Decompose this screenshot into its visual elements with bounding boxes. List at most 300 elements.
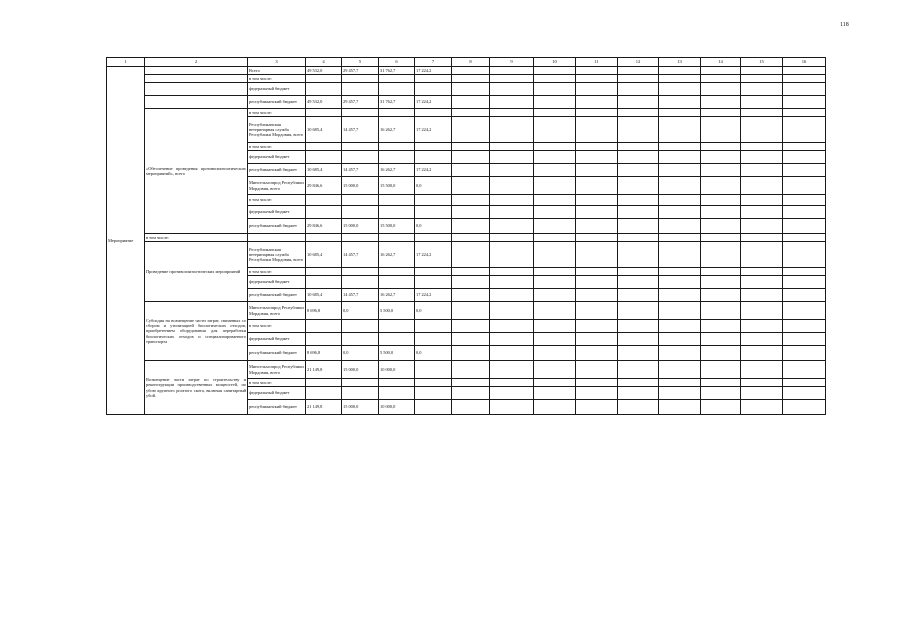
value-cell: 16 262,7 <box>379 164 415 177</box>
empty-cell <box>576 361 618 379</box>
empty-cell <box>701 164 741 177</box>
empty-cell <box>534 302 576 320</box>
value-cell <box>306 143 342 151</box>
empty-cell <box>701 289 741 302</box>
empty-cell <box>490 268 534 276</box>
executor-cell: федеральный бюджет <box>248 276 306 289</box>
value-cell: 14 457,7 <box>342 242 379 268</box>
value-cell <box>379 75 415 83</box>
empty-cell <box>490 117 534 143</box>
empty-cell <box>618 400 659 415</box>
header-cell: 9 <box>490 58 534 67</box>
header-cell: 1 <box>107 58 145 67</box>
empty-cell <box>452 83 490 96</box>
empty-cell <box>741 75 783 83</box>
value-cell: 0,0 <box>415 346 452 361</box>
empty-cell <box>618 143 659 151</box>
value-cell <box>342 320 379 333</box>
empty-cell <box>534 117 576 143</box>
empty-cell <box>452 117 490 143</box>
empty-cell <box>741 387 783 400</box>
empty-cell <box>783 333 826 346</box>
empty-cell <box>659 333 701 346</box>
value-cell: 15 000,0 <box>342 361 379 379</box>
empty-cell <box>618 177 659 195</box>
empty-cell <box>783 361 826 379</box>
executor-cell: федеральный бюджет <box>248 333 306 346</box>
empty-cell <box>534 143 576 151</box>
empty-cell <box>576 219 618 234</box>
empty-cell <box>783 289 826 302</box>
empty-cell <box>490 379 534 387</box>
empty-cell <box>452 302 490 320</box>
empty-cell <box>783 96 826 109</box>
empty-cell <box>490 289 534 302</box>
empty-cell <box>452 109 490 117</box>
value-cell: 49 532,0 <box>306 67 342 75</box>
empty-cell <box>741 177 783 195</box>
activity-name-cell: в том числе: <box>145 234 248 242</box>
value-cell <box>379 387 415 400</box>
value-cell: 16 262,7 <box>379 289 415 302</box>
empty-cell <box>783 206 826 219</box>
empty-cell <box>741 164 783 177</box>
value-cell: 17 224,2 <box>415 289 452 302</box>
value-cell: 29 846,6 <box>306 219 342 234</box>
empty-cell <box>741 333 783 346</box>
empty-cell <box>659 289 701 302</box>
executor-cell: республиканский бюджет <box>248 346 306 361</box>
empty-cell <box>701 96 741 109</box>
empty-cell <box>576 387 618 400</box>
value-cell <box>306 387 342 400</box>
empty-cell <box>659 177 701 195</box>
value-cell <box>306 333 342 346</box>
executor-cell: в том числе: <box>248 75 306 83</box>
empty-cell <box>659 346 701 361</box>
value-cell: 49 532,0 <box>306 96 342 109</box>
value-cell <box>342 109 379 117</box>
empty-cell <box>659 206 701 219</box>
value-cell <box>342 333 379 346</box>
empty-cell <box>452 346 490 361</box>
value-cell <box>415 83 452 96</box>
empty-cell <box>659 164 701 177</box>
empty-cell <box>783 164 826 177</box>
empty-cell <box>783 83 826 96</box>
empty-cell <box>534 109 576 117</box>
empty-cell <box>452 320 490 333</box>
value-cell <box>306 320 342 333</box>
header-cell: 14 <box>701 58 741 67</box>
header-cell: 7 <box>415 58 452 67</box>
empty-cell <box>618 268 659 276</box>
value-cell <box>342 143 379 151</box>
value-cell: 8 696,8 <box>306 302 342 320</box>
value-cell: 14 457,7 <box>342 289 379 302</box>
empty-cell <box>659 109 701 117</box>
empty-cell <box>741 109 783 117</box>
table-row <box>107 83 826 96</box>
budget-table <box>106 57 826 415</box>
empty-cell <box>534 234 576 242</box>
value-cell: 17 224,2 <box>415 96 452 109</box>
empty-cell <box>659 234 701 242</box>
empty-cell <box>659 242 701 268</box>
value-cell <box>342 151 379 164</box>
empty-cell <box>490 143 534 151</box>
empty-cell <box>783 151 826 164</box>
value-cell: 0,0 <box>415 177 452 195</box>
empty-cell <box>618 387 659 400</box>
empty-cell <box>741 67 783 75</box>
table-row <box>107 361 826 379</box>
executor-cell: в том числе: <box>248 143 306 151</box>
value-cell: 0,0 <box>415 219 452 234</box>
value-cell <box>379 206 415 219</box>
value-cell <box>306 379 342 387</box>
value-cell: 31 762,7 <box>379 67 415 75</box>
value-cell <box>379 109 415 117</box>
empty-cell <box>534 164 576 177</box>
empty-cell <box>701 219 741 234</box>
empty-cell <box>618 117 659 143</box>
table-row <box>107 75 826 83</box>
empty-cell <box>490 234 534 242</box>
value-cell: 5 500,0 <box>379 302 415 320</box>
empty-cell <box>618 289 659 302</box>
empty-cell <box>701 333 741 346</box>
value-cell: 21 149,8 <box>306 361 342 379</box>
value-cell <box>379 83 415 96</box>
empty-cell <box>783 346 826 361</box>
empty-cell <box>490 195 534 206</box>
empty-cell <box>701 234 741 242</box>
value-cell <box>415 143 452 151</box>
empty-cell <box>659 67 701 75</box>
empty-cell <box>534 96 576 109</box>
value-cell <box>342 195 379 206</box>
empty-cell <box>783 400 826 415</box>
empty-cell <box>783 242 826 268</box>
empty-cell <box>618 164 659 177</box>
empty-cell <box>783 75 826 83</box>
value-cell <box>415 234 452 242</box>
activity-name-cell <box>145 75 248 83</box>
empty-cell <box>490 333 534 346</box>
value-cell: 15 000,0 <box>342 219 379 234</box>
empty-cell <box>576 333 618 346</box>
empty-cell <box>534 276 576 289</box>
empty-cell <box>534 195 576 206</box>
value-cell <box>306 234 342 242</box>
empty-cell <box>576 289 618 302</box>
table-row <box>107 302 826 320</box>
value-cell <box>415 206 452 219</box>
header-cell: 8 <box>452 58 490 67</box>
value-cell: 16 262,7 <box>379 242 415 268</box>
value-cell <box>342 206 379 219</box>
empty-cell <box>701 67 741 75</box>
empty-cell <box>452 379 490 387</box>
empty-cell <box>452 75 490 83</box>
empty-cell <box>659 143 701 151</box>
empty-cell <box>618 83 659 96</box>
empty-cell <box>534 206 576 219</box>
activity-name-cell: Возмещение части затрат по строительству и реконструкции производственных мощностей, по убою крупного рогатого скота, включая санитарный убой. <box>145 361 248 415</box>
empty-cell <box>741 346 783 361</box>
empty-cell <box>452 195 490 206</box>
header-cell: 11 <box>576 58 618 67</box>
empty-cell <box>618 320 659 333</box>
value-cell <box>415 379 452 387</box>
empty-cell <box>741 96 783 109</box>
empty-cell <box>490 400 534 415</box>
executor-cell: федеральный бюджет <box>248 206 306 219</box>
value-cell: 5 500,0 <box>379 346 415 361</box>
empty-cell <box>618 276 659 289</box>
empty-cell <box>783 268 826 276</box>
empty-cell <box>490 387 534 400</box>
activity-name-cell: Проведение противоэпизоотических мероприятий <box>145 242 248 302</box>
value-cell: 10 685,4 <box>306 289 342 302</box>
empty-cell <box>741 276 783 289</box>
value-cell: 16 262,7 <box>379 117 415 143</box>
value-cell <box>415 276 452 289</box>
activity-type-cell: Мероприятие <box>107 67 145 415</box>
header-cell: 15 <box>741 58 783 67</box>
header-cell: 5 <box>342 58 379 67</box>
value-cell <box>342 234 379 242</box>
empty-cell <box>576 96 618 109</box>
empty-cell <box>618 361 659 379</box>
empty-cell <box>576 164 618 177</box>
empty-cell <box>490 219 534 234</box>
empty-cell <box>576 242 618 268</box>
value-cell: 10 685,4 <box>306 242 342 268</box>
header-cell: 4 <box>306 58 342 67</box>
empty-cell <box>618 379 659 387</box>
empty-cell <box>576 151 618 164</box>
empty-cell <box>534 177 576 195</box>
empty-cell <box>659 195 701 206</box>
empty-cell <box>659 75 701 83</box>
empty-cell <box>576 177 618 195</box>
value-cell <box>415 361 452 379</box>
empty-cell <box>576 302 618 320</box>
table-row <box>107 242 826 268</box>
empty-cell <box>659 276 701 289</box>
empty-cell <box>452 219 490 234</box>
empty-cell <box>490 83 534 96</box>
empty-cell <box>659 387 701 400</box>
empty-cell <box>490 151 534 164</box>
value-cell: 31 762,7 <box>379 96 415 109</box>
value-cell: 15 500,0 <box>379 177 415 195</box>
empty-cell <box>659 361 701 379</box>
table-row <box>107 96 826 109</box>
value-cell <box>415 109 452 117</box>
empty-cell <box>701 83 741 96</box>
empty-cell <box>783 234 826 242</box>
value-cell <box>306 83 342 96</box>
value-cell: 15 000,0 <box>342 400 379 415</box>
value-cell: 17 224,2 <box>415 164 452 177</box>
empty-cell <box>741 400 783 415</box>
executor-cell: в том числе: <box>248 268 306 276</box>
value-cell <box>306 195 342 206</box>
empty-cell <box>741 117 783 143</box>
table-row <box>107 67 826 75</box>
empty-cell <box>534 151 576 164</box>
empty-cell <box>701 268 741 276</box>
empty-cell <box>701 109 741 117</box>
empty-cell <box>576 109 618 117</box>
executor-cell: в том числе: <box>248 195 306 206</box>
empty-cell <box>490 302 534 320</box>
activity-name-cell: Субсидия на возмещение части затрат, связанных со сбором и утилизацией биологических отходов, приобретением оборудования для переработки биологических отходов и специализированного транспорта <box>145 302 248 361</box>
empty-cell <box>783 320 826 333</box>
empty-cell <box>783 219 826 234</box>
empty-cell <box>701 242 741 268</box>
page-number: 118 <box>840 22 849 28</box>
empty-cell <box>659 400 701 415</box>
value-cell <box>379 276 415 289</box>
empty-cell <box>452 268 490 276</box>
empty-cell <box>618 333 659 346</box>
empty-cell <box>534 67 576 75</box>
empty-cell <box>618 219 659 234</box>
empty-cell <box>452 143 490 151</box>
value-cell <box>342 83 379 96</box>
empty-cell <box>618 67 659 75</box>
executor-cell: Всего <box>248 67 306 75</box>
header-cell: 12 <box>618 58 659 67</box>
empty-cell <box>452 234 490 242</box>
empty-cell <box>741 242 783 268</box>
value-cell: 14 457,7 <box>342 164 379 177</box>
empty-cell <box>534 346 576 361</box>
empty-cell <box>534 219 576 234</box>
empty-cell <box>741 151 783 164</box>
empty-cell <box>783 109 826 117</box>
empty-cell <box>490 67 534 75</box>
empty-cell <box>783 117 826 143</box>
empty-cell <box>576 320 618 333</box>
empty-cell <box>452 276 490 289</box>
value-cell <box>415 75 452 83</box>
empty-cell <box>576 83 618 96</box>
header-cell: 10 <box>534 58 576 67</box>
empty-cell <box>618 346 659 361</box>
executor-cell: республиканский бюджет <box>248 96 306 109</box>
value-cell <box>379 379 415 387</box>
empty-cell <box>659 320 701 333</box>
empty-cell <box>701 276 741 289</box>
empty-cell <box>452 67 490 75</box>
value-cell: 8 696,8 <box>306 346 342 361</box>
value-cell: 10 685,4 <box>306 164 342 177</box>
table-row <box>107 109 826 117</box>
empty-cell <box>741 143 783 151</box>
empty-cell <box>452 289 490 302</box>
empty-cell <box>576 268 618 276</box>
empty-cell <box>701 177 741 195</box>
header-cell: 13 <box>659 58 701 67</box>
empty-cell <box>576 67 618 75</box>
empty-cell <box>783 177 826 195</box>
value-cell <box>342 75 379 83</box>
value-cell <box>306 151 342 164</box>
empty-cell <box>490 164 534 177</box>
empty-cell <box>490 320 534 333</box>
empty-cell <box>701 75 741 83</box>
executor-cell: в том числе: <box>248 379 306 387</box>
empty-cell <box>576 195 618 206</box>
empty-cell <box>701 206 741 219</box>
empty-cell <box>659 268 701 276</box>
header-row <box>107 58 826 67</box>
empty-cell <box>618 75 659 83</box>
empty-cell <box>618 302 659 320</box>
header-cell: 16 <box>783 58 826 67</box>
executor-cell: федеральный бюджет <box>248 387 306 400</box>
empty-cell <box>452 387 490 400</box>
executor-cell: в том числе: <box>248 109 306 117</box>
empty-cell <box>741 234 783 242</box>
empty-cell <box>783 143 826 151</box>
empty-cell <box>534 361 576 379</box>
executor-cell: федеральный бюджет <box>248 151 306 164</box>
empty-cell <box>490 346 534 361</box>
empty-cell <box>452 151 490 164</box>
value-cell <box>306 75 342 83</box>
value-cell <box>379 320 415 333</box>
empty-cell <box>452 400 490 415</box>
empty-cell <box>490 109 534 117</box>
empty-cell <box>701 400 741 415</box>
empty-cell <box>618 195 659 206</box>
value-cell <box>342 268 379 276</box>
empty-cell <box>452 177 490 195</box>
empty-cell <box>741 361 783 379</box>
empty-cell <box>659 151 701 164</box>
empty-cell <box>452 206 490 219</box>
empty-cell <box>701 117 741 143</box>
value-cell <box>415 387 452 400</box>
value-cell <box>306 206 342 219</box>
executor-cell: Республиканская ветеринарная служба Республики Мордовия, всего <box>248 117 306 143</box>
empty-cell <box>618 151 659 164</box>
empty-cell <box>534 75 576 83</box>
header-cell: 2 <box>145 58 248 67</box>
empty-cell <box>576 346 618 361</box>
empty-cell <box>534 83 576 96</box>
empty-cell <box>576 276 618 289</box>
value-cell: 0,0 <box>342 302 379 320</box>
empty-cell <box>534 387 576 400</box>
value-cell <box>379 234 415 242</box>
empty-cell <box>659 96 701 109</box>
empty-cell <box>490 361 534 379</box>
empty-cell <box>701 387 741 400</box>
empty-cell <box>534 289 576 302</box>
executor-cell: Минсельхозпрод Республики Мордовия, всего <box>248 177 306 195</box>
empty-cell <box>534 242 576 268</box>
value-cell <box>379 143 415 151</box>
value-cell <box>415 333 452 346</box>
empty-cell <box>452 96 490 109</box>
